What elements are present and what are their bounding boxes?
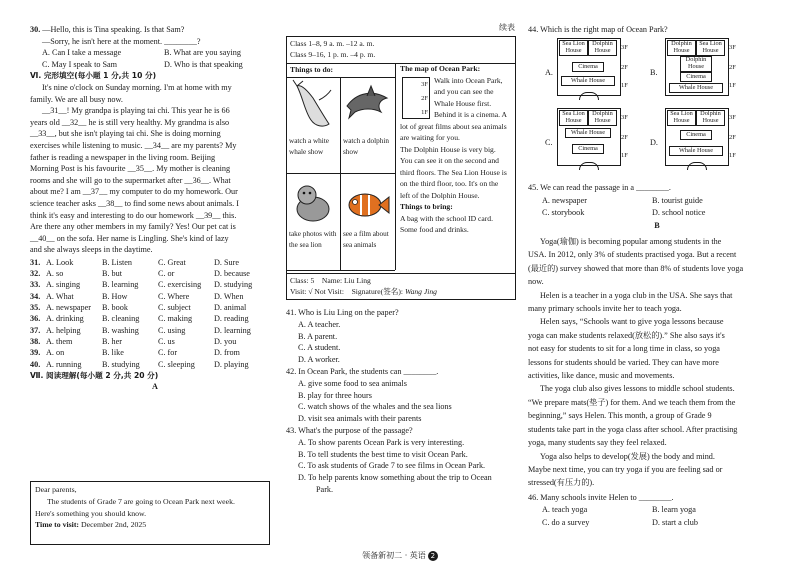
- option[interactable]: C. or: [158, 269, 175, 279]
- things-to-do: [287, 63, 396, 270]
- q42-option-d[interactable]: D. visit sea animals with their parents: [298, 414, 422, 424]
- cloze-row: 36. A. drinking B. cleaning C. making D. reading: [30, 313, 280, 324]
- bring-line: A bag with the school ID card.: [400, 213, 494, 223]
- cloze-row: 37. A. helping B. washing C. using D. learning: [30, 325, 280, 336]
- map-block: [400, 75, 516, 121]
- cloze-row: 40. A. running B. studying C. sleeping D. playing: [30, 359, 280, 370]
- q43-option-d-cont: Park.: [316, 484, 334, 494]
- passage-line: activities, like dance, music and movements.: [528, 371, 675, 381]
- room-whale: Whale House: [561, 76, 615, 86]
- cloze-passage: [30, 82, 280, 256]
- right-column: [528, 24, 786, 36]
- room-sea-lion: Sea Lion House: [559, 110, 588, 126]
- room-cinema: Cinema: [680, 130, 712, 140]
- q46-option-b[interactable]: B. learn yoga: [652, 505, 696, 515]
- map-line: You can see it on the second and: [400, 156, 499, 165]
- section-7-heading: Ⅶ. 阅读理解(每小题 2 分,共 20 分): [30, 370, 159, 380]
- passage-line: and she always sleeps in the daytime.: [30, 245, 153, 255]
- passage-line: yoga, many students say they feel relaxed.: [528, 438, 667, 448]
- q44-option-d[interactable]: D.: [650, 138, 658, 147]
- page-footer: [0, 550, 800, 561]
- option[interactable]: B. learning: [102, 280, 139, 290]
- passage-line: __33__, but she isn't playing tai chi. She is doing morning: [30, 129, 221, 139]
- option[interactable]: D. animal: [214, 303, 247, 313]
- room-whale: Whale House: [565, 128, 611, 138]
- option[interactable]: C. Great: [158, 257, 186, 267]
- q46-option-a[interactable]: A. teach yoga: [542, 505, 588, 515]
- map-line: third floors. The Sea Lion House is: [400, 167, 507, 177]
- map-option-b: Dolphin House Sea Lion House Dolphin House Cinema Whale House 3F 2F 1F: [665, 38, 745, 100]
- option[interactable]: B. Listen: [102, 257, 133, 267]
- q43-option-d[interactable]: D. To help parents know something about the trip to Ocean: [298, 473, 492, 483]
- todo-film: [341, 174, 395, 271]
- passage-line: years old __32__ he is still very healthy. My grandma is also: [30, 117, 230, 127]
- option[interactable]: B. cleaning: [102, 314, 140, 324]
- yoga-passage: [528, 235, 786, 490]
- todo-sea-lion: [287, 174, 341, 271]
- trip-poster: [286, 36, 516, 300]
- option[interactable]: B. How: [102, 291, 128, 301]
- mini-building: [402, 77, 430, 119]
- passage-line: beginning,” says Helen. This month, a group of Grade 9: [528, 411, 712, 421]
- map-title: The map of Ocean Park:: [400, 64, 481, 73]
- passage-line: __31__! My grandpa is playing tai chi. This year he is 66: [42, 106, 230, 116]
- notice-line: Here's something you should know.: [35, 508, 147, 518]
- map-line: Behind it is a cinema. A: [434, 110, 507, 119]
- passage-line: science teacher asks __38__ to find some news about animals. I: [30, 198, 239, 208]
- passage-line: exercises while listening to music. __34__ are my parents? My: [30, 140, 237, 150]
- room-cinema: Cinema: [680, 72, 712, 82]
- sig-class: Class: 5: [290, 276, 315, 285]
- passage-line: “We prepare mats(垫子) for them. And we teach them from the: [528, 397, 736, 407]
- sig-name: Name: Liu Ling: [321, 276, 371, 285]
- option[interactable]: C. subject: [158, 303, 191, 313]
- q30-option-b[interactable]: B. What are you saying: [164, 48, 241, 58]
- whale-icon: [289, 78, 337, 136]
- passage-line: not easy for students to sit for a long time in class, so yoga: [528, 344, 720, 354]
- option[interactable]: C. exercising: [158, 280, 202, 290]
- passage-line: __40__ on the sofa. Her name is Lingling. She's kind of lazy: [30, 233, 229, 243]
- todo-label: watch a dolphin show: [343, 137, 389, 156]
- passage-line: family. We are all busy now.: [30, 94, 123, 104]
- q30-option-c[interactable]: C. May I speak to Sam: [42, 59, 118, 69]
- room-dolphin: Dolphin House: [667, 40, 696, 56]
- option[interactable]: C. for: [158, 348, 178, 358]
- passage-line: yoga can make students relaxed(放松的).” She also says it's: [528, 330, 725, 340]
- option[interactable]: D. reading: [214, 314, 249, 324]
- passage-line: (最近的) survey showed that more than 8% of students love yoga: [528, 263, 744, 273]
- option[interactable]: D. you: [214, 336, 237, 346]
- room-dolphin: Dolphin House: [588, 40, 617, 56]
- map-line: Walk into Ocean Park,: [434, 75, 503, 85]
- option[interactable]: D. Sure: [214, 257, 240, 267]
- class-time-1: Class 1–8, 9 a. m. –12 a. m.: [290, 39, 375, 48]
- notice-greeting: Dear parents,: [35, 485, 77, 494]
- room-cinema: Cinema: [572, 144, 604, 154]
- park-map-text: [397, 63, 516, 236]
- class-times: [287, 37, 515, 64]
- passage-line: Are there any other members in my family? Yes! Our pet cat is: [30, 222, 236, 232]
- option[interactable]: B. book: [102, 303, 128, 313]
- passage-line: Morning Post is his favourite __35__. My mother is cleaning: [30, 164, 231, 174]
- q30-options-2: [30, 59, 280, 71]
- passage-line: Yoga also helps to develop(发展) the body and mind.: [540, 451, 715, 461]
- q46-option-d[interactable]: D. start a club: [652, 517, 698, 527]
- cloze-row: 38. A. them B. her C. us D. you: [30, 336, 280, 347]
- question-43: 43. What's the purpose of the passage?: [286, 425, 413, 435]
- cloze-row: 33. A. singing B. learning C. exercising D. studying: [30, 279, 280, 290]
- map-text-side: [434, 75, 507, 121]
- passage-line: lessons for students should be varied. They can have more: [528, 357, 719, 367]
- notice-line: The students of Grade 7 are going to Ocean Park next week.: [47, 496, 235, 506]
- passage-line: Yoga(瑜伽) is becoming popular among students in the: [540, 237, 722, 246]
- q41-option-d[interactable]: D. A worker.: [298, 355, 340, 365]
- todo-whale-show: [287, 77, 341, 174]
- map-option-c: Sea Lion House Dolphin House Whale House Cinema 3F 2F 1F: [557, 108, 637, 170]
- passage-line: think it's easy and interesting to do our homework __39__ this.: [30, 210, 237, 220]
- option[interactable]: B. washing: [102, 325, 139, 335]
- map-line: and you can see the: [434, 87, 494, 96]
- option[interactable]: A. so: [46, 269, 64, 279]
- option[interactable]: D. from: [214, 348, 240, 358]
- sig-visit: Visit: √ Not Visit:: [290, 287, 344, 296]
- room-sea-lion: Sea Lion House: [667, 110, 696, 126]
- passage-line: Helen says, “Schools want to give yoga lessons because: [540, 317, 724, 327]
- passage-line: many primary schools invite her to teach yoga.: [528, 304, 682, 314]
- q45-option-d[interactable]: D. school notice: [652, 208, 706, 217]
- option[interactable]: A. What: [46, 291, 74, 301]
- option[interactable]: C. using: [158, 325, 186, 335]
- q43-option-b[interactable]: B. To tell students the best time to visit Ocean Park.: [298, 449, 468, 459]
- map-line: lot of great films about sea animals: [400, 121, 507, 131]
- option[interactable]: B. like: [102, 348, 124, 358]
- question-44: 44. Which is the right map of Ocean Park?: [528, 25, 668, 34]
- room-dolphin: Dolphin House: [680, 56, 712, 72]
- option[interactable]: A. them: [46, 336, 73, 346]
- bring-title: Things to bring:: [400, 202, 453, 211]
- option[interactable]: D. playing: [214, 359, 249, 369]
- map-line: are waiting for you.: [400, 133, 460, 142]
- cloze-row: 39. A. on B. like C. for D. from: [30, 347, 280, 358]
- passage-line: It's nine o'clock on Sunday morning. I'm at home with my: [42, 82, 232, 92]
- q45-option-c[interactable]: C. storybook: [542, 208, 585, 217]
- notice-time: Time to visit: December 2nd, 2025: [35, 520, 147, 530]
- q41-option-a[interactable]: A. A teacher.: [298, 319, 341, 329]
- q42-option-b[interactable]: B. play for three hours: [298, 390, 372, 400]
- map-option-a: Sea Lion House Dolphin House Cinema Whale House 3F 2F 1F: [557, 38, 637, 100]
- bring-line: Some food and drinks.: [400, 225, 469, 234]
- q44-option-b[interactable]: B.: [650, 68, 658, 77]
- passage-line: Maybe next time, you can try yoga if you are feeling sad or: [528, 464, 723, 474]
- option[interactable]: A. Look: [46, 257, 74, 267]
- continued-label: 续表: [499, 23, 515, 32]
- room-dolphin: Dolphin House: [696, 110, 725, 126]
- map-line: on the third floor, too. It's on the: [400, 179, 499, 188]
- dolphin-icon: [343, 78, 391, 136]
- question-42: 42. In Ocean Park, the students can ________.: [286, 366, 439, 376]
- map-line: left of the Dolphin House.: [400, 190, 480, 200]
- passage-line: now.: [528, 277, 544, 287]
- cloze-row: 31. A. Look B. Listen C. Great D. Sure: [30, 257, 280, 268]
- room-sea-lion: Sea Lion House: [559, 40, 588, 56]
- mid-questions: [286, 307, 514, 496]
- map-line: The Dolphin House is very big.: [400, 144, 496, 154]
- option[interactable]: A. singing: [46, 280, 81, 290]
- option[interactable]: A. running: [46, 359, 82, 369]
- passage-line: The yoga club also gives lessons to middle school students.: [540, 384, 735, 394]
- things-to-do-title: Things to do:: [287, 63, 395, 78]
- option[interactable]: C. making: [158, 314, 193, 324]
- passage-line: about me? I am __37__ my computer to do my homework. Our: [30, 187, 238, 197]
- room-dolphin: Dolphin House: [588, 110, 617, 126]
- passage-line: rooms and she will go to the supermarket after __36__. What: [30, 175, 231, 185]
- option[interactable]: A. helping: [46, 325, 81, 335]
- sig-signer: Wang Jing: [404, 287, 437, 296]
- question-41: 41. Who is Liu Ling on the paper?: [286, 308, 399, 317]
- q30-option-d[interactable]: D. Who is that speaking: [164, 59, 243, 69]
- q44-option-a[interactable]: A.: [545, 68, 553, 77]
- room-cinema: Cinema: [572, 62, 604, 72]
- option[interactable]: B. her: [102, 336, 123, 346]
- q30-option-a[interactable]: A. Can I take a message: [42, 48, 122, 58]
- q44-option-c[interactable]: C.: [545, 138, 553, 147]
- option[interactable]: A. newspaper: [46, 303, 92, 313]
- room-whale: Whale House: [669, 146, 723, 156]
- floor-label: 3F: [421, 80, 428, 88]
- option[interactable]: D. because: [214, 269, 250, 279]
- footer-text: 领备新初二 · 英语: [362, 551, 426, 560]
- todo-dolphin-show: [341, 77, 395, 174]
- floor-label: 1F: [421, 108, 428, 116]
- right-lower: [528, 182, 786, 529]
- passage-line: USA. In 2012, only 3% of students practised yoga. But a recent: [528, 250, 737, 260]
- option[interactable]: D. learning: [214, 325, 251, 335]
- cloze-options-table: [30, 257, 280, 370]
- q45-option-b[interactable]: B. tourist guide: [652, 195, 703, 205]
- fish-icon: [343, 175, 391, 229]
- passage-line: father is reading a newspaper in the living room. Beijing: [30, 152, 216, 162]
- todo-label: take photos with the sea lion: [289, 230, 337, 249]
- section-6-heading: Ⅵ. 完形填空(每小题 1 分,共 10 分): [30, 71, 157, 81]
- option[interactable]: A. drinking: [46, 314, 84, 324]
- passage-line: Helen is a teacher in a yoga club in the USA. She says that: [540, 290, 733, 300]
- q42-option-a[interactable]: A. give some food to sea animals: [298, 378, 407, 388]
- question-46: 46. Many schools invite Helen to ________.: [528, 492, 674, 502]
- cloze-row: 32. A. so B. but C. or D. because: [30, 268, 280, 279]
- option[interactable]: D. When: [214, 291, 244, 301]
- option[interactable]: D. studying: [214, 280, 253, 290]
- cloze-row: 35. A. newspaper B. book C. subject D. animal: [30, 302, 280, 313]
- room-whale: Whale House: [669, 83, 723, 93]
- q42-option-c[interactable]: C. watch shows of the whales and the sea lions: [298, 402, 452, 412]
- todo-label: see a film about sea animals: [343, 230, 389, 249]
- floor-label: 2F: [421, 94, 428, 102]
- signature-area: [287, 273, 515, 298]
- sig-label: Signature(签名):: [351, 287, 404, 296]
- passage-line: students take part in the yoga class after school. After practising: [528, 424, 738, 434]
- sea-lion-icon: [289, 175, 337, 229]
- q41-option-c[interactable]: C. A student.: [298, 343, 341, 353]
- map-line: Whale House first.: [434, 98, 492, 108]
- q30-reply: —Sorry, he isn't here at the moment. ________?: [42, 36, 201, 46]
- option[interactable]: B. but: [102, 269, 123, 279]
- q45-option-a[interactable]: A. newspaper: [542, 195, 588, 205]
- notice-box: [30, 481, 270, 545]
- q43-option-c[interactable]: C. To ask students of Grade 7 to see films in Ocean Park.: [298, 461, 486, 471]
- room-sea-lion: Sea Lion House: [696, 40, 725, 56]
- question-30: 30. —Hello, this is Tina speaking. Is that Sam?: [30, 25, 185, 34]
- option[interactable]: C. sleeping: [158, 359, 195, 369]
- part-a-label: A: [152, 382, 158, 392]
- part-b-label: B: [654, 220, 660, 230]
- option[interactable]: C. Where: [158, 291, 190, 301]
- q46-option-c[interactable]: C. do a survey: [542, 517, 590, 527]
- class-time-2: Class 9–16, 1 p. m. –4 p. m.: [290, 50, 376, 59]
- left-column: [30, 24, 280, 393]
- option[interactable]: A. on: [46, 348, 65, 358]
- cloze-row: 34. A. What B. How C. Where D. When: [30, 291, 280, 302]
- passage-line: stressed(有压力的).: [528, 478, 595, 488]
- q43-option-a[interactable]: A. To show parents Ocean Park is very interesting.: [298, 437, 465, 447]
- option[interactable]: B. studying: [102, 359, 140, 369]
- map-option-d: Sea Lion House Dolphin House Cinema Whale House 3F 2F 1F: [665, 108, 745, 170]
- page-number: 2: [428, 551, 438, 561]
- q30-options-1: [30, 47, 280, 59]
- question-45: 45. We can read the passage in a ________.: [528, 183, 671, 192]
- option[interactable]: C. us: [158, 336, 175, 346]
- q41-option-b[interactable]: B. A parent.: [298, 331, 338, 341]
- todo-label: watch a white whale show: [289, 137, 329, 156]
